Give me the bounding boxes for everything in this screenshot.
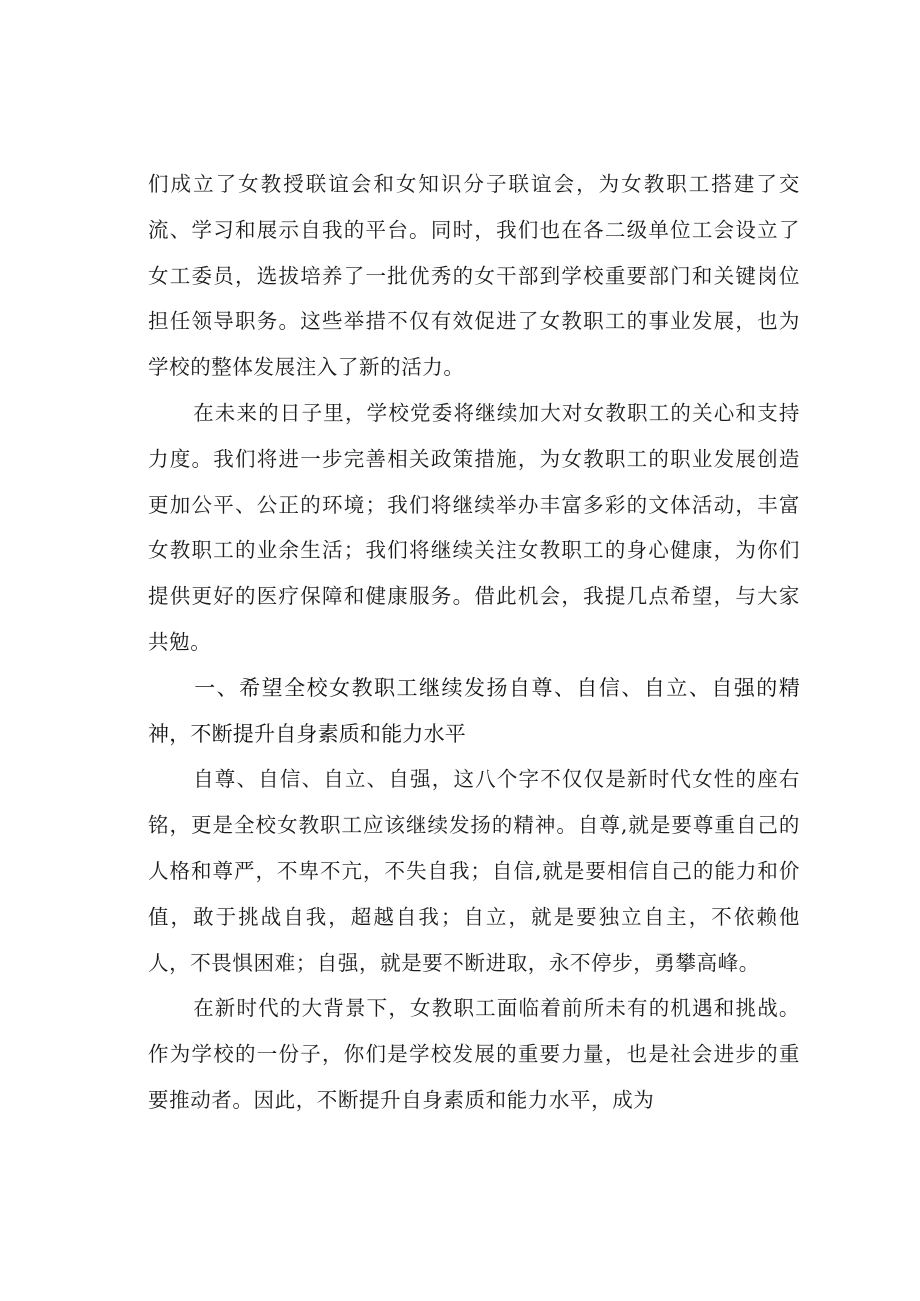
paragraph-four-selfs: 自尊、自信、自立、自强，这八个字不仅仅是新时代女性的座右铭，更是全校女教职工应该继续发扬的精神。自尊,就是要尊重自己的人格和尊严，不卑不亢，不失自我；自信,就是要相信自己的能力和价值，敢于挑战自我，超越自我；自立，就是要独立自主，不依赖他人，不畏惧困难；自强，就是要不断进取，永不停步，勇攀高峰。 (148, 767, 800, 975)
paragraph-future-support: 在未来的日子里，学校党委将继续加大对女教职工的关心和支持力度。我们将进一步完善相关政策措施，为女教职工的职业发展创造更加公平、公正的环境；我们将继续举办丰富多彩的文体活动，丰富女教职工的业余生活；我们将继续关注女教职工的身心健康，为你们提供更好的医疗保障和健康服务。借此机会，我提几点希望，与大家共勉。 (148, 400, 800, 654)
document-body (148, 162, 800, 1124)
section-heading-1: 一、希望全校女教职工继续发扬自尊、自信、自立、自强的精神，不断提升自身素质和能力水平 (148, 675, 800, 746)
paragraph-continuation: 们成立了女教授联谊会和女知识分子联谊会，为女教职工搭建了交流、学习和展示自我的平台。同时，我们也在各二级单位工会设立了女工委员，选拔培养了一批优秀的女干部到学校重要部门和关键岗位担任领导职务。这些举措不仅有效促进了女教职工的事业发展，也为学校的整体发展注入了新的活力。 (148, 172, 800, 380)
paragraph-new-era: 在新时代的大背景下，女教职工面临着前所未有的机遇和挑战。作为学校的一份子，你们是学校发展的重要力量，也是社会进步的重要推动者。因此，不断提升自身素质和能力水平，成为 (148, 996, 800, 1112)
